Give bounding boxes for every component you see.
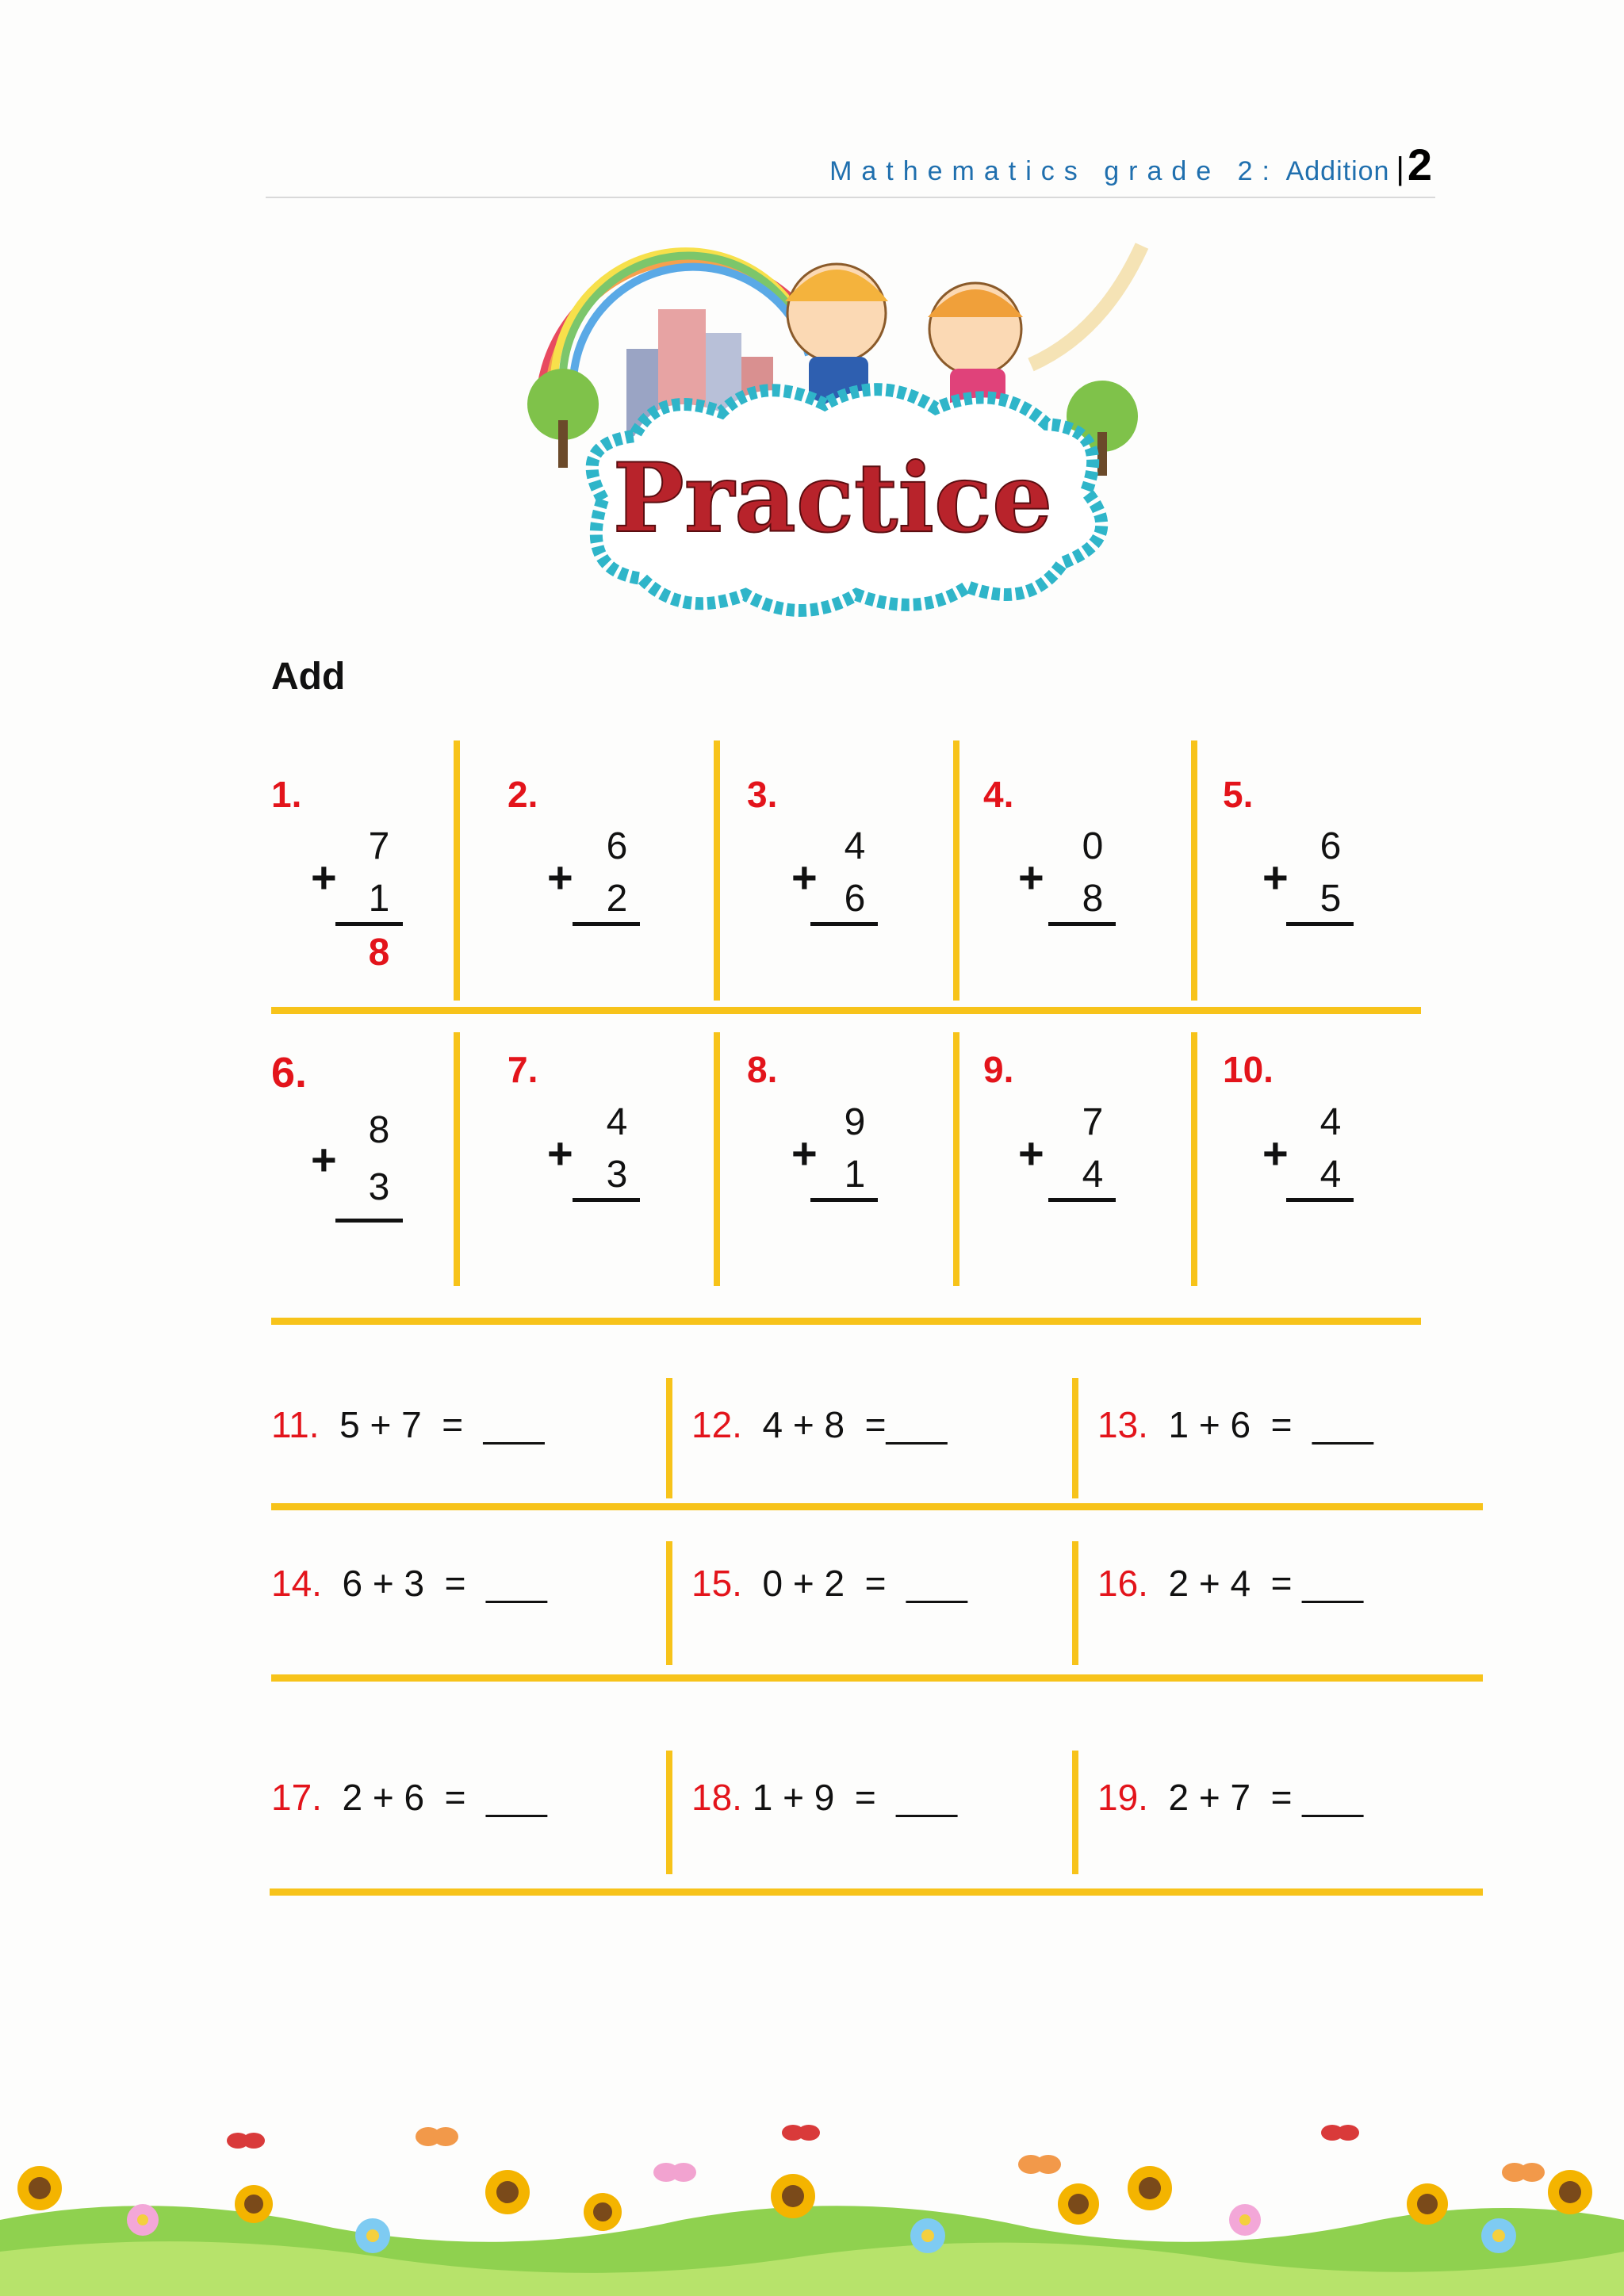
addend-bottom: 1 — [844, 1154, 866, 1196]
plus-sign: + — [791, 1128, 818, 1178]
addend-bottom: 3 — [606, 1154, 628, 1196]
addend-bottom: 2 — [606, 878, 628, 920]
addend-top: 6 — [606, 825, 628, 867]
plus-sign: + — [311, 1135, 337, 1184]
addend-top: 9 — [844, 1101, 866, 1143]
plus-sign: + — [1262, 1128, 1289, 1178]
plus-sign: + — [1018, 852, 1044, 902]
page-header — [829, 140, 1432, 189]
problem-number: 3. — [747, 774, 778, 815]
addend-top: 6 — [1320, 825, 1342, 867]
header-rule — [266, 197, 1435, 198]
addend-bottom: 5 — [1320, 878, 1342, 920]
sum-line — [335, 1219, 403, 1223]
sum-line — [1048, 922, 1116, 926]
grid-hline — [271, 1318, 1421, 1325]
problem-number: 6. — [271, 1049, 308, 1096]
practice-word: Practice — [612, 442, 1053, 554]
addend-top: 8 — [368, 1109, 390, 1151]
problem-19: 19. 2 + 7 = ___ — [1097, 1777, 1364, 1818]
grid-vline — [1072, 1541, 1078, 1665]
answer-value: 8 — [368, 932, 390, 974]
grid-vline — [454, 1032, 460, 1286]
problem-number: 4. — [983, 774, 1014, 815]
sum-line — [1286, 1198, 1354, 1202]
grid-hline — [270, 1888, 1483, 1896]
sum-line — [810, 922, 878, 926]
problem-12: 12. 4 + 8 =___ — [691, 1404, 948, 1445]
grid-vline — [714, 740, 720, 1001]
grid-vline — [666, 1541, 672, 1665]
grid-vline — [454, 740, 460, 1001]
problem-number: 1. — [271, 774, 302, 815]
header-title: Mathematics grade 2: Addition — [829, 156, 1390, 186]
header-separator: | — [1396, 151, 1404, 186]
sum-line — [335, 922, 403, 926]
practice-banner — [476, 238, 1189, 626]
plus-sign: + — [311, 852, 337, 902]
grid-hline — [271, 1007, 1421, 1014]
addend-bottom: 8 — [1082, 878, 1104, 920]
plus-sign: + — [547, 852, 573, 902]
sum-line — [573, 922, 640, 926]
problem-18: 18. 1 + 9 = ___ — [691, 1777, 958, 1818]
grid-vline — [1191, 1032, 1197, 1286]
problem-number: 5. — [1223, 774, 1254, 815]
page-number: 2 — [1407, 140, 1432, 189]
sum-line — [573, 1198, 640, 1202]
addend-bottom: 4 — [1320, 1154, 1342, 1196]
addend-top: 4 — [606, 1101, 628, 1143]
addend-bottom: 3 — [368, 1166, 390, 1208]
section-title: Add — [271, 656, 346, 698]
problem-13: 13. 1 + 6 = ___ — [1097, 1404, 1373, 1445]
grid-hline — [271, 1503, 1483, 1510]
problem-17: 17. 2 + 6 = ___ — [271, 1777, 547, 1818]
grid-vline — [666, 1751, 672, 1874]
flower-border — [0, 2101, 1624, 2296]
grid-vline — [1072, 1378, 1078, 1498]
addend-top: 7 — [1082, 1101, 1104, 1143]
addend-top: 4 — [1320, 1101, 1342, 1143]
plus-sign: + — [791, 852, 818, 902]
problem-11: 11. 5 + 7 = ___ — [271, 1404, 545, 1445]
grid-vline — [953, 1032, 959, 1286]
addend-bottom: 1 — [368, 878, 390, 920]
addend-bottom: 6 — [844, 878, 866, 920]
problem-number: 2. — [508, 774, 538, 815]
grid-vline — [1191, 740, 1197, 1001]
plus-sign: + — [1262, 852, 1289, 902]
addend-top: 0 — [1082, 825, 1104, 867]
problem-number: 8. — [747, 1049, 778, 1090]
addend-top: 4 — [844, 825, 866, 867]
addend-bottom: 4 — [1082, 1154, 1104, 1196]
grid-vline — [953, 740, 959, 1001]
problem-number: 10. — [1223, 1049, 1274, 1090]
problem-14: 14. 6 + 3 = ___ — [271, 1563, 547, 1604]
plus-sign: + — [1018, 1128, 1044, 1178]
grid-vline — [714, 1032, 720, 1286]
problem-15: 15. 0 + 2 = ___ — [691, 1563, 967, 1604]
grid-vline — [666, 1378, 672, 1498]
sum-line — [1048, 1198, 1116, 1202]
problem-16: 16. 2 + 4 = ___ — [1097, 1563, 1364, 1604]
sum-line — [810, 1198, 878, 1202]
sum-line — [1286, 922, 1354, 926]
butterfly-icon — [227, 2125, 1545, 2182]
grid-hline — [271, 1674, 1483, 1682]
grid-vline — [1072, 1751, 1078, 1874]
problem-number: 9. — [983, 1049, 1014, 1090]
addend-top: 7 — [368, 825, 390, 867]
problem-number: 7. — [508, 1049, 538, 1090]
plus-sign: + — [547, 1128, 573, 1178]
